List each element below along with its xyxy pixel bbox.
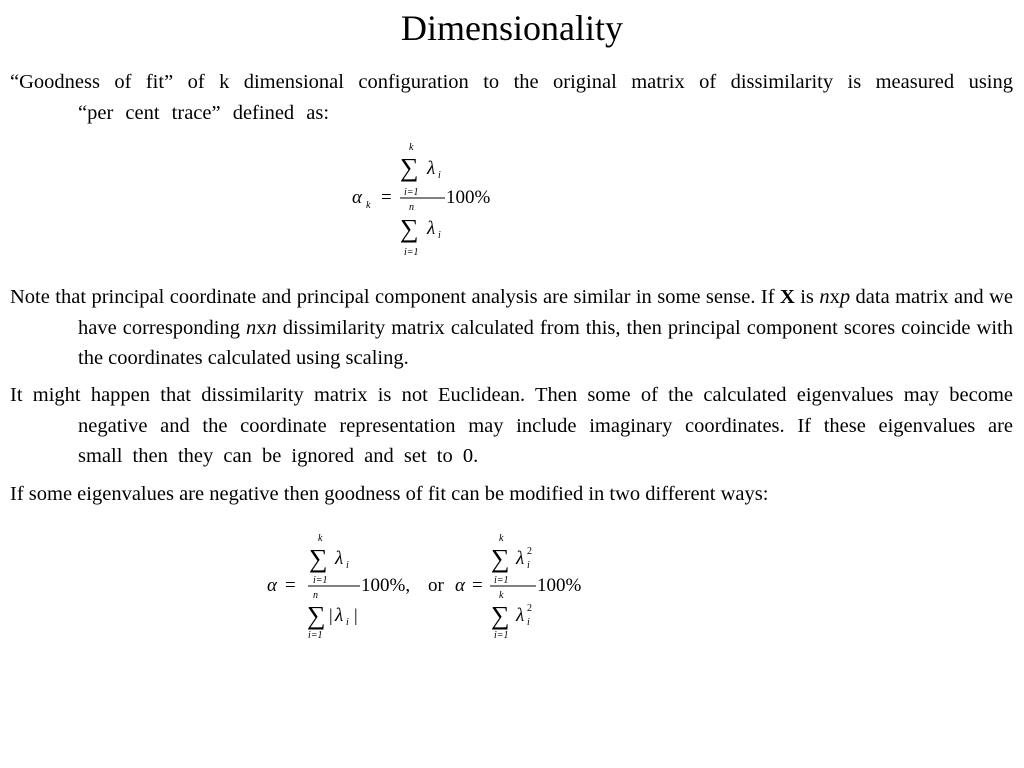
formula1-num-lambda: λ xyxy=(427,158,436,179)
formula2-num-upper: k xyxy=(318,533,323,544)
formula3-num-lambda: λ xyxy=(516,548,525,569)
formula1-den-lower: i=1 xyxy=(404,247,419,258)
formula1-num-upper: k xyxy=(409,142,414,153)
formula2-den-abs-right: | xyxy=(354,605,358,625)
formula2-equals: = xyxy=(285,575,296,596)
formula1-percent: 100% xyxy=(446,187,491,208)
formula3-num-lower: i=1 xyxy=(494,575,509,586)
formula2-or: or xyxy=(428,575,444,596)
formula2-den-sub-i: i xyxy=(346,617,349,628)
formula1-equals: = xyxy=(381,187,392,208)
formula3-alpha: α xyxy=(455,575,465,596)
formula-percent-trace xyxy=(340,136,510,264)
formula3-num-sub-i: i xyxy=(527,560,530,571)
formula3-num-sup-2: 2 xyxy=(527,546,532,557)
formula3-num-sigma: ∑ xyxy=(491,544,510,573)
formula2-num-lower: i=1 xyxy=(313,575,328,586)
formula3-den-upper: k xyxy=(499,590,504,601)
formula-squared-trace xyxy=(448,528,598,646)
formula1-den-upper: n xyxy=(409,202,414,213)
paragraph-goodness-of-fit: “Goodness of fit” of k dimensional configuration to the original matrix of dissimilarity is measured using “per cent trace” defined as: xyxy=(10,71,1013,124)
formula3-den-lambda: λ xyxy=(516,605,525,626)
paragraph-principal-coordinates: Note that principal coordinate and principal component analysis are similar in some sense. If X is nxp data matrix and we have corresponding nxn dissimilarity matrix calculated from this, then principal component scores coincide with the coordinates calculated using scaling. xyxy=(10,286,1013,369)
formula1-num-sub-i: i xyxy=(438,170,441,181)
formula3-den-sup-2: 2 xyxy=(527,603,532,614)
formula3-equals: = xyxy=(472,575,483,596)
formula2-alpha: α xyxy=(267,575,277,596)
formula3-den-sub-i: i xyxy=(527,617,530,628)
formula2-percent: 100%, xyxy=(361,575,411,596)
formula1-num-lower: i=1 xyxy=(404,187,419,198)
paragraph-non-euclidean: It might happen that dissimilarity matrix is not Euclidean. Then some of the calculated eigenvalues may become negative and the coordinate representation may include imaginary coordinates. If these eigenvalues are small then they can be ignored and set to 0. xyxy=(10,384,1013,467)
formula2-den-abs-left: | xyxy=(329,605,333,625)
paragraph-negative-eigenvalues: If some eigenvalues are negative then goodness of fit can be modified in two different ways: xyxy=(10,483,769,505)
formula3-num-upper: k xyxy=(499,533,504,544)
formula2-den-upper: n xyxy=(313,590,318,601)
formula1-alpha: α xyxy=(352,187,362,208)
formula2-num-sigma: ∑ xyxy=(309,544,328,573)
formula2-den-sigma: ∑ xyxy=(307,601,326,630)
formula3-den-sigma: ∑ xyxy=(491,601,510,630)
formula2-den-lower: i=1 xyxy=(308,630,323,641)
formula1-sub-k: k xyxy=(366,200,371,211)
formula3-den-lower: i=1 xyxy=(494,630,509,641)
formula1-den-lambda: λ xyxy=(427,218,436,239)
formula-abs-trace xyxy=(258,528,458,646)
formula3-percent: 100% xyxy=(537,575,582,596)
formula2-num-lambda: λ xyxy=(335,548,344,569)
formula1-den-sub-i: i xyxy=(438,230,441,241)
slide-title: Dimensionality xyxy=(401,8,623,48)
formula2-den-lambda: λ xyxy=(335,605,344,626)
formula1-den-sigma: ∑ xyxy=(400,214,419,243)
formula2-num-sub-i: i xyxy=(346,560,349,571)
formula1-num-sigma: ∑ xyxy=(400,153,419,182)
